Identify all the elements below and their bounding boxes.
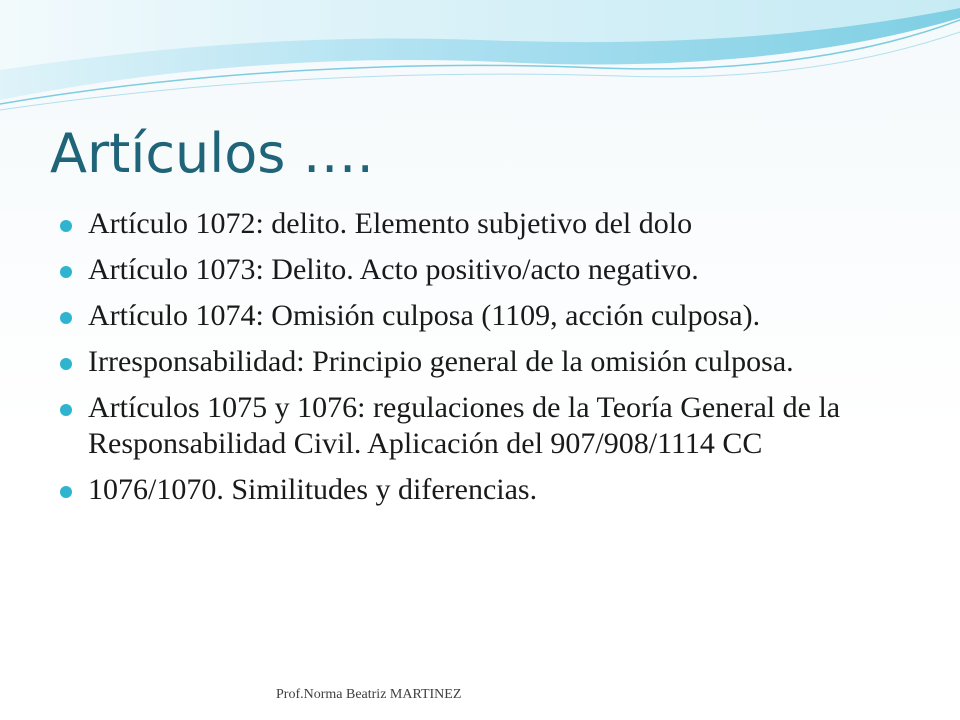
bullet-text: Artículo 1074: Omisión culposa (1109, acción culposa). <box>88 299 761 332</box>
round-bullet-icon <box>60 220 72 232</box>
round-bullet-icon <box>60 358 72 370</box>
bullet-item-irresponsabilidad <box>60 344 930 380</box>
bullet-item-1075-1076 <box>60 390 930 462</box>
round-bullet-icon <box>60 486 72 498</box>
round-bullet-icon <box>60 266 72 278</box>
bullet-text: Artículos 1075 y 1076: regulaciones de la Teoría General de la Responsabilidad Civil. Aplicación del 907/908/1114 CC <box>88 391 841 460</box>
bullet-text: Artículo 1073: Delito. Acto positivo/acto negativo. <box>88 253 699 286</box>
bullet-item-1073 <box>60 252 930 288</box>
bullet-list <box>60 206 930 518</box>
round-bullet-icon <box>60 404 72 416</box>
round-bullet-icon <box>60 312 72 324</box>
slide-title: Artículos …. <box>50 122 374 185</box>
bullet-text: Irresponsabilidad: Principio general de la omisión culposa. <box>88 345 794 378</box>
bullet-text: Artículo 1072: delito. Elemento subjetivo del dolo <box>88 207 693 240</box>
bullet-text: 1076/1070. Similitudes y diferencias. <box>88 473 538 506</box>
bullet-item-1074 <box>60 298 930 334</box>
footer-author: Prof.Norma Beatriz MARTINEZ <box>276 687 462 702</box>
bullet-item-1076-1070 <box>60 472 930 508</box>
decorative-wave-header <box>0 0 960 115</box>
bullet-item-1072 <box>60 206 930 242</box>
